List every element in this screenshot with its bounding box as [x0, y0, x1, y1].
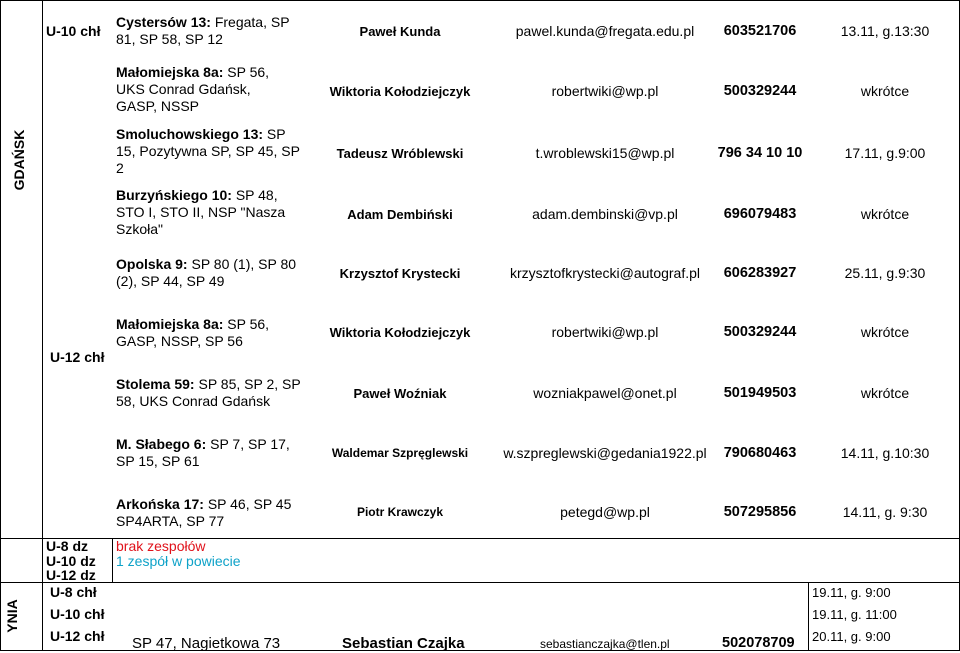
grid-line — [112, 538, 113, 583]
contact-person: Piotr Krawczyk — [356, 505, 444, 519]
meeting-date: wkrótce — [860, 83, 910, 99]
contact-person: Paweł Woźniak — [353, 386, 447, 401]
club-teams: SP 7, SP 17, SP 15, SP 61 — [116, 436, 290, 469]
club-cell: SP 47, Nagietkowa 73 — [132, 635, 281, 652]
category-label: U-10 chł — [46, 23, 101, 39]
contact-email[interactable]: robertwiki@wp.pl — [551, 83, 659, 99]
club-address: Małomiejska 8a: — [116, 64, 224, 80]
status-note: brak zespołów — [116, 538, 206, 554]
club-cell — [116, 436, 301, 470]
contact-email[interactable]: petegd@wp.pl — [560, 504, 650, 520]
contact-email[interactable]: w.szpreglewski@gedania1922.pl — [503, 445, 707, 461]
club-teams: SP 48, STO I, STO II, NSP "Nasza Szkoła" — [116, 187, 286, 237]
club-address: Arkońska 17: — [116, 496, 204, 512]
club-address: Cystersów 13: — [116, 14, 211, 30]
category-label: U-12 dz — [46, 567, 96, 583]
club-cell — [116, 126, 301, 177]
contact-person: Adam Dembiński — [347, 207, 453, 222]
contact-email[interactable]: t.wroblewski15@wp.pl — [535, 145, 675, 161]
club-address: Małomiejska 8a: — [116, 316, 224, 332]
club-address: Smoluchowskiego 13: — [116, 126, 264, 142]
contact-phone: 500329244 — [723, 83, 797, 99]
meeting-date: 20.11, g. 9:00 — [812, 629, 891, 644]
meeting-date: 25.11, g.9:30 — [844, 265, 926, 281]
club-cell — [116, 256, 301, 290]
contact-phone: 790680463 — [723, 445, 797, 461]
grid-line — [0, 582, 960, 583]
club-cell — [116, 14, 296, 48]
club-teams: Fregata, SP 81, SP 58, SP 12 — [116, 14, 290, 47]
club-teams: SP 80 (1), SP 80 (2), SP 44, SP 49 — [116, 256, 297, 289]
meeting-date: wkrótce — [860, 324, 910, 340]
contact-person: Waldemar Szpręglewski — [331, 446, 469, 460]
club-address: Stolema 59: — [116, 376, 195, 392]
contact-phone: 696079483 — [723, 206, 797, 222]
contact-phone: 501949503 — [723, 385, 797, 401]
club-cell — [116, 496, 296, 530]
club-teams: SP 85, SP 2, SP 58, UKS Conrad Gdańsk — [116, 376, 301, 409]
region-label: YNIA — [4, 599, 20, 633]
contact-email[interactable]: adam.dembinski@vp.pl — [532, 206, 678, 222]
meeting-date: 19.11, g. 11:00 — [812, 607, 897, 622]
contact-phone: 500329244 — [723, 324, 797, 340]
contact-person: Wiktoria Kołodziejczyk — [329, 84, 471, 99]
contact-phone: 796 34 10 10 — [717, 145, 803, 161]
contact-phone: 603521706 — [723, 23, 797, 39]
club-teams: SP 56, GASP, NSSP, SP 56 — [116, 316, 270, 349]
category-label: U-10 chł — [50, 606, 105, 622]
contact-phone: 507295856 — [723, 504, 797, 520]
meeting-date: 17.11, g.9:00 — [844, 145, 926, 161]
grid-line — [0, 0, 960, 1]
meeting-date: 14.11, g. 9:30 — [842, 504, 928, 520]
contact-phone: 502078709 — [722, 635, 795, 651]
club-cell — [116, 376, 301, 410]
meeting-date: wkrótce — [860, 206, 910, 222]
category-label: U-8 chł — [50, 584, 97, 600]
contact-person: Krzysztof Krystecki — [339, 266, 461, 281]
meeting-date: wkrótce — [860, 385, 910, 401]
club-teams: SP 15, Pozytywna SP, SP 45, SP 2 — [116, 126, 300, 176]
club-address: Opolska 9: — [116, 256, 188, 272]
category-label: U-10 dz — [46, 553, 96, 569]
contact-email[interactable]: wozniakpawel@onet.pl — [533, 385, 677, 401]
club-teams: SP 46, SP 45 SP4ARTA, SP 77 — [116, 496, 292, 529]
meeting-date: 13.11, g.13:30 — [840, 23, 930, 39]
contact-email[interactable]: robertwiki@wp.pl — [551, 324, 659, 340]
status-note: 1 zespół w powiecie — [116, 553, 241, 569]
club-cell — [116, 64, 276, 115]
contact-person: Wiktoria Kołodziejczyk — [329, 325, 471, 340]
contact-person: Paweł Kunda — [359, 24, 441, 39]
meeting-date: 14.11, g.10:30 — [840, 445, 930, 461]
grid-line — [42, 0, 43, 651]
contact-phone: 606283927 — [723, 265, 797, 281]
contact-person: Sebastian Czajka — [342, 635, 465, 652]
meeting-date: 19.11, g. 9:00 — [812, 585, 891, 600]
grid-line — [808, 582, 809, 651]
contact-person: Tadeusz Wróblewski — [336, 146, 464, 161]
category-label: U-8 dz — [46, 538, 88, 554]
contact-email[interactable]: pawel.kunda@fregata.edu.pl — [515, 23, 695, 39]
club-teams: SP 56, UKS Conrad Gdańsk, GASP, NSSP — [116, 64, 270, 114]
category-label: U-12 chł — [50, 628, 105, 644]
club-address: M. Słabego 6: — [116, 436, 207, 452]
club-cell — [116, 187, 296, 238]
club-address: Burzyńskiego 10: — [116, 187, 232, 203]
contact-email[interactable]: krzysztofkrystecki@autograf.pl — [509, 265, 701, 281]
category-label: U-12 chł — [50, 349, 105, 365]
club-cell — [116, 316, 296, 350]
contact-email[interactable]: sebastianczajka@tlen.pl — [540, 637, 670, 651]
region-label: GDAŃSK — [11, 129, 27, 191]
grid-line — [0, 0, 1, 651]
